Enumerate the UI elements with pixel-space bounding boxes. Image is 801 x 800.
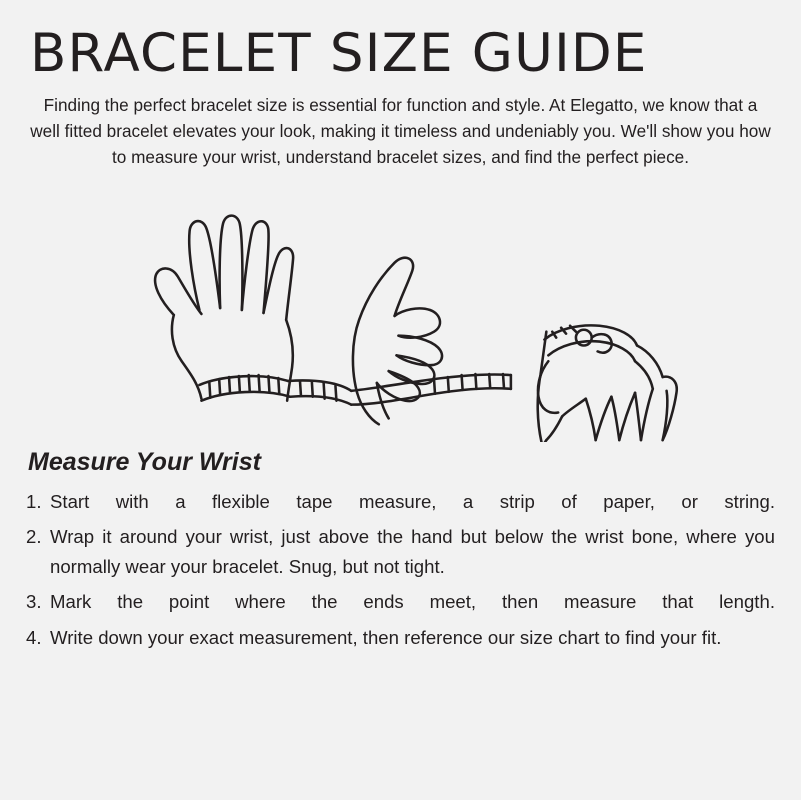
open-palm-hand-icon xyxy=(155,216,351,405)
step-text: Write down your exact measurement, then reference our size chart to find your fit. xyxy=(50,626,722,648)
step-text: Mark the point where the ends meet, then measure that length. xyxy=(50,591,775,613)
step-number: 2. xyxy=(26,526,42,548)
hands-measuring-svg xyxy=(26,180,775,442)
step-number: 3. xyxy=(26,591,42,613)
section-heading-measure-your-wrist: Measure Your Wrist xyxy=(28,448,261,477)
list-item xyxy=(26,623,775,653)
list-item xyxy=(26,587,775,617)
hand-wearing-bracelet-icon xyxy=(538,325,677,442)
list-item xyxy=(26,522,775,582)
hand-holding-tape-icon xyxy=(351,258,511,425)
page-title: BRACELET SIZE GUIDE xyxy=(30,23,648,84)
step-number: 4. xyxy=(26,626,42,648)
hands-measuring-illustration xyxy=(26,180,775,442)
step-text: Wrap it around your wrist, just above the hand but below the wrist bone, where you normally wear your bracelet. Snug, but not tight. xyxy=(50,526,775,578)
step-number: 1. xyxy=(26,491,42,513)
list-item xyxy=(26,487,775,517)
step-text: Start with a flexible tape measure, a strip of paper, or string. xyxy=(50,491,775,513)
measure-steps-list xyxy=(26,487,775,658)
intro-paragraph: Finding the perfect bracelet size is essential for function and style. At Elegatto, we know that a well fitted bracelet elevates your look, making it timeless and undeniably you. We'll show you how to measure your wrist, understand bracelet sizes, and find the perfect piece. xyxy=(30,94,771,167)
